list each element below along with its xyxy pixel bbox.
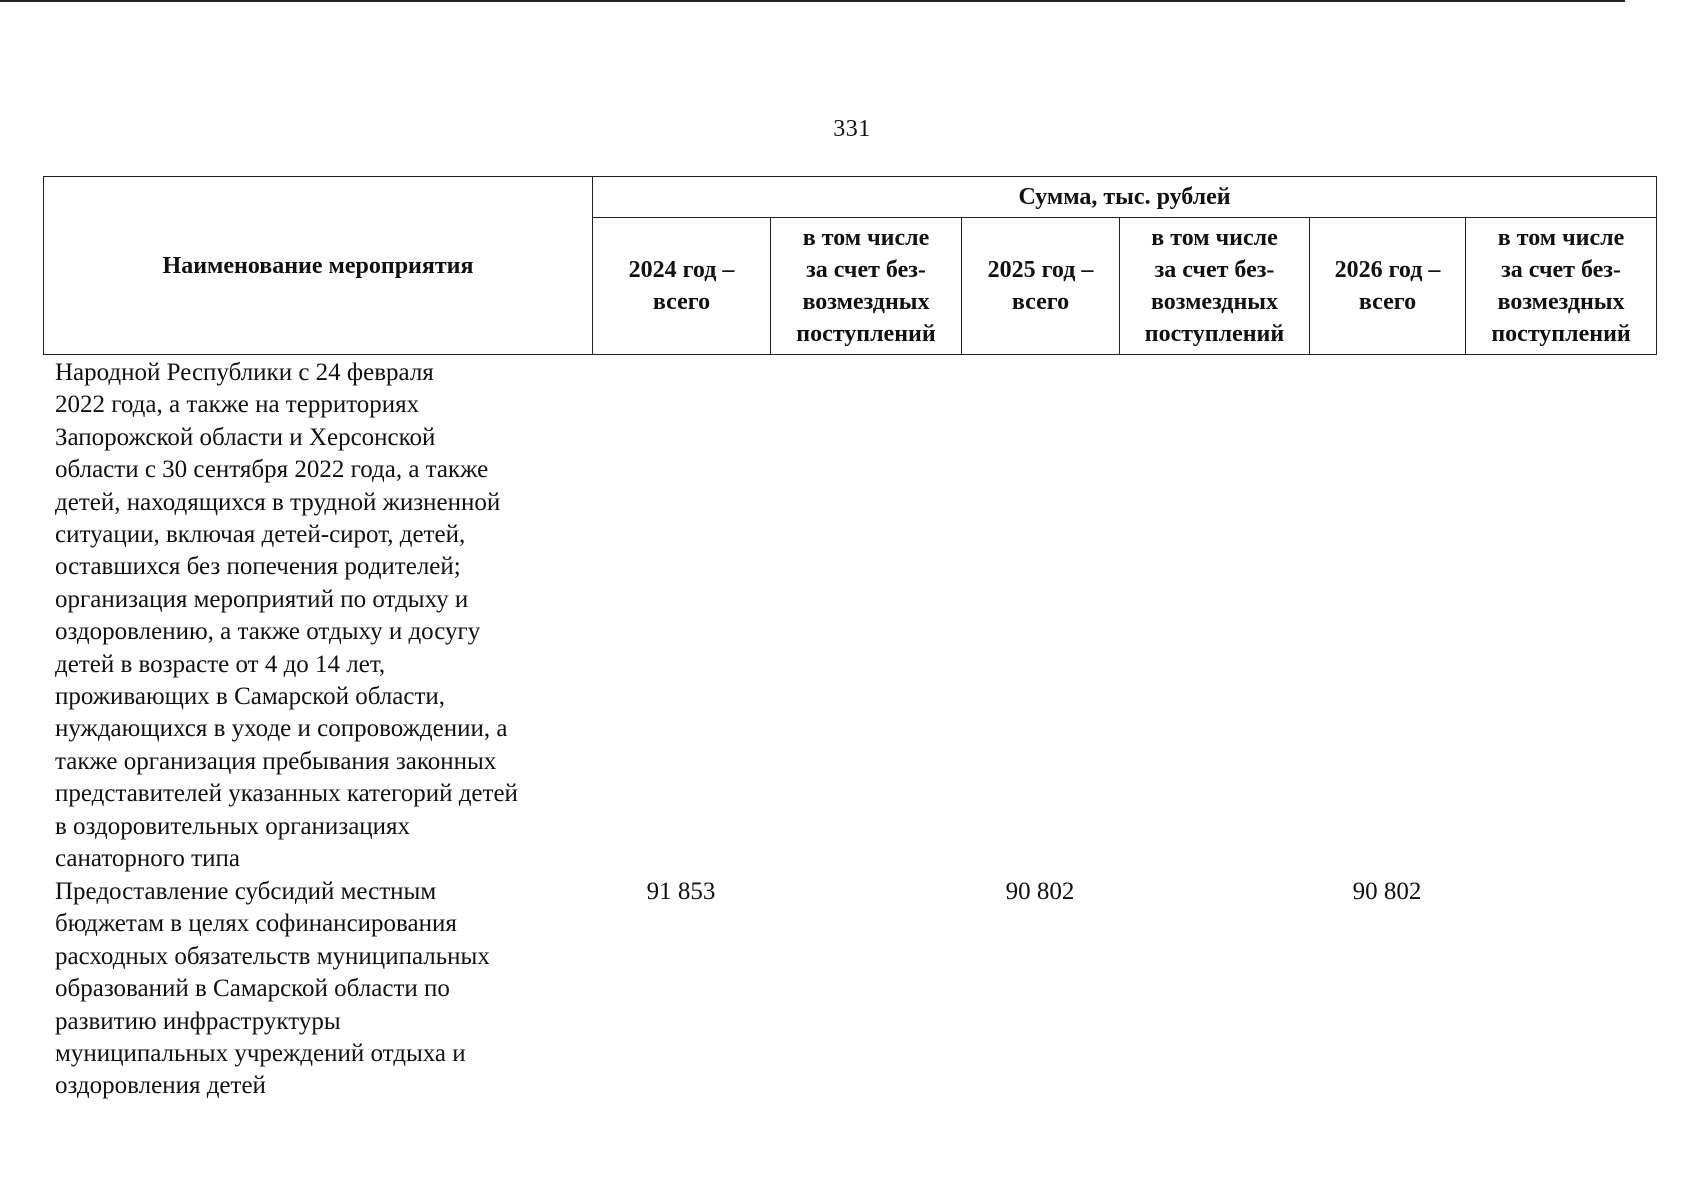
row-2-name: Предоставление субсидий местным бюджетам в целях софинансирования расходных обязательств муниципальных образований в Самарской области по развитию инфраструктуры муниципальных учреждений отдыха и оздоровления детей	[55, 878, 490, 1100]
column-header-2026-total: 2026 год – всего	[1310, 218, 1466, 355]
column-header-sum: Сумма, тыс. рублей	[593, 177, 1657, 218]
top-border-line	[0, 0, 1625, 2]
column-header-2025-total: 2025 год – всего	[962, 218, 1120, 355]
row-2-2024-total: 91 853	[646, 878, 716, 905]
table-header	[43, 176, 1657, 355]
row-2-2025-total: 90 802	[1005, 878, 1075, 905]
column-header-2025-free: в том числе за счет без- возмездных поступлений	[1120, 218, 1310, 355]
row-2-2026-total: 90 802	[1352, 878, 1422, 905]
page-number: 331	[833, 116, 871, 142]
column-header-name: Наименование мероприятия	[44, 177, 593, 355]
column-header-2024-total: 2024 год – всего	[593, 218, 771, 355]
row-1-name: Народной Республики с 24 февраля 2022 года, а также на территориях Запорожской области и Херсонской области с 30 сентября 2022 года, а также детей, находящихся в трудной жизненной ситуации, включая детей-сирот, детей, оставшихся без попечения родителей; организация мероприятий по отдыху и оздоровлению, а также отдыху и досугу детей в возрасте от 4 до 14 лет, проживающих в Самарской области, нуждающихся в уходе и сопровождении, а также организация пребывания законных представителей указанных категорий детей в оздоровительных организациях санаторного типа	[55, 359, 518, 873]
column-header-2024-free: в том числе за счет без- возмездных поступлений	[771, 218, 962, 355]
column-header-2026-free: в том числе за счет без- возмездных поступлений	[1466, 218, 1657, 355]
